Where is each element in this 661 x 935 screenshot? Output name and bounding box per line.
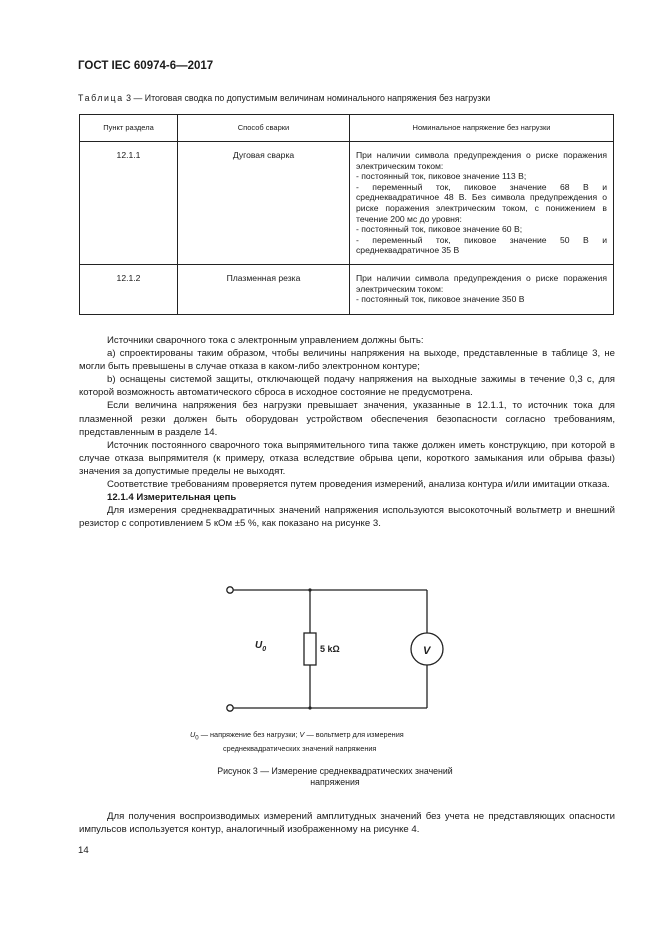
table-caption bbox=[78, 93, 618, 103]
paragraph: Источники сварочного тока с электронным управлением должны быть: bbox=[107, 335, 424, 346]
table-caption-label: Таблица bbox=[78, 93, 124, 103]
table-cell-clause: 12.1.1 bbox=[80, 142, 178, 265]
table-cell-voltage: При наличии символа предупреждения о риске поражения электрическим током: - постоянный ток, пиковое значение 350 В bbox=[350, 264, 614, 314]
figure-legend bbox=[190, 729, 480, 754]
header-method: Способ сварки bbox=[178, 115, 350, 142]
resistor-symbol bbox=[304, 633, 316, 665]
table-row bbox=[80, 142, 614, 265]
voltmeter-label: V bbox=[423, 645, 431, 657]
u0-label: $U_0$ bbox=[255, 640, 267, 653]
junction-dot-bottom bbox=[308, 706, 311, 709]
resistor-label: 5 kΩ bbox=[320, 644, 340, 654]
header-voltage: Номинальное напряжение без нагрузки bbox=[350, 115, 614, 142]
table-cell-voltage: При наличии символа предупреждения о риске поражения электрическим током: - постоянный ток, пиковое значение 113 В; - переменный ток, пиковое значение 68 В и среднеквадратичное 48 В. Без символа предупреждения о риске поражения электрическим током, с понижением в течение 200 мс до уровня: - постоянный ток, пиковое значение 60 В; - переменный ток, пиковое значение 50 В и среднеквадратичное 35 В bbox=[350, 142, 614, 265]
document-header: ГОСТ IEC 60974-6—2017 bbox=[78, 60, 214, 72]
paragraph: b) оснащены системой защиты, отключающей подачу напряжения на выходные зажимы в течение 0,3 с, для которой возможность автоматического сброса в исходное состояние не предусмотрена. bbox=[79, 374, 615, 399]
table-cell-method: Плазменная резка bbox=[178, 264, 350, 314]
paragraph: a) спроектированы таким образом, чтобы величины напряжения на выходе, представленные в таблице 3, не могли быть превышены в случае отказа в каком-либо электронном контуре; bbox=[79, 348, 615, 373]
figure-caption: Рисунок 3 — Измерение среднеквадратических значений напряжения bbox=[217, 766, 453, 787]
final-text bbox=[79, 810, 615, 836]
measurement-circuit-diagram bbox=[220, 580, 450, 715]
junction-dot-top bbox=[308, 588, 311, 591]
paragraph: Источник постоянного сварочного тока выпрямительного типа также должен иметь конструкцию, при которой в случае отказа выпрямителя (к примеру, отказа вследствие обрыва цепи, короткого замыкания или обрыва фазы) значения за допустимые пределы не выходят. bbox=[79, 439, 615, 477]
paragraph: Соответствие требованиям проверяется путем проведения измерений, анализа контура и/или имитации отказа. bbox=[107, 479, 610, 491]
paragraph: Для получения воспроизводимых измерений амплитудных значений без учета не представляющих опасности импульсов используется контур, аналогичный изображенному на рисунке 4. bbox=[79, 811, 615, 836]
terminal-bottom bbox=[227, 705, 233, 711]
table-header-row bbox=[80, 115, 614, 142]
page-number: 14 bbox=[78, 845, 89, 856]
terminal-top bbox=[227, 587, 233, 593]
legend-line-1: $U_0$ — напряжение без нагрузки; V — вольтметр для измерения bbox=[190, 730, 404, 742]
voltage-limits-table bbox=[79, 114, 614, 315]
table-cell-method: Дуговая сварка bbox=[178, 142, 350, 265]
header-clause: Пункт раздела bbox=[80, 115, 178, 142]
paragraph: Если величина напряжения без нагрузки превышает значения, указанные в 12.1.1, то источник тока для плазменной резки должен быть оборудован устройством обеспечения безопасности согласно требованиям, представленным в разделе 14. bbox=[79, 400, 615, 438]
table-row bbox=[80, 264, 614, 314]
legend-line-2: среднеквадратических значений напряжения bbox=[223, 744, 377, 754]
section-heading: 12.1.4 Измерительная цепь bbox=[107, 492, 237, 504]
table-caption-text: — Итоговая сводка по допустимым величинам номинального напряжения без нагрузки bbox=[131, 93, 491, 103]
table-caption-number: 3 bbox=[126, 93, 132, 103]
paragraph: Для измерения среднеквадратичных значений напряжения используются высокоточный вольтметр и внешний резистор с сопротивлением 5 кОм ±5 %, как показано на рисунке 3. bbox=[79, 505, 615, 530]
requirements-text bbox=[79, 334, 615, 530]
table-cell-clause: 12.1.2 bbox=[80, 264, 178, 314]
